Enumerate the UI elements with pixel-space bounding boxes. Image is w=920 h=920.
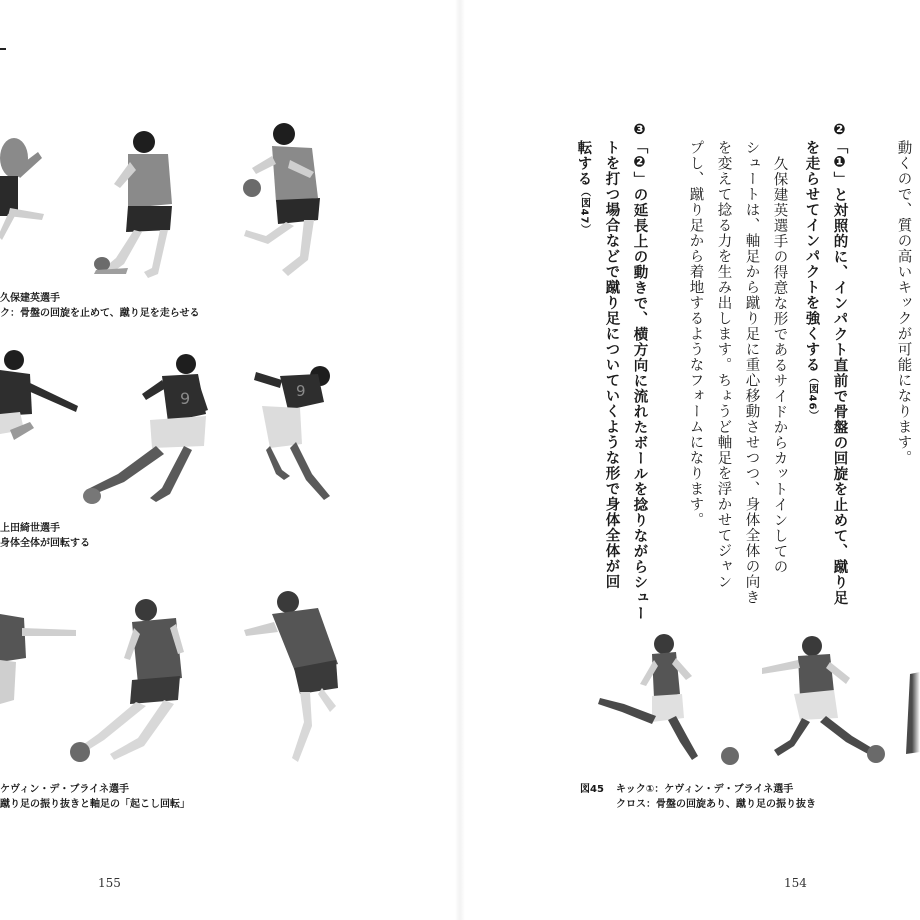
page-number-left: 155	[98, 876, 121, 890]
body-text-col-1: 動くので、質の高いキックが可能になります。	[895, 140, 912, 466]
point-2-heading-cont	[804, 140, 819, 421]
point-3-text-end: 転する	[575, 140, 592, 187]
figure-45-label: 図45	[580, 784, 604, 795]
figure-kubo-kick-illustration	[0, 118, 340, 288]
body-text-col-6: を変えて捻る力を生み出します。ちょうど軸足を浮かせてジャン	[715, 140, 732, 590]
point-2-text-cont: を走らせてインパクトを強くする	[803, 140, 820, 373]
figure-kubo-caption-line1: 久保建英選手	[0, 293, 60, 304]
page-number-right: 154	[784, 876, 807, 890]
figure-ueda-caption-line2: 身体全体が回転する	[0, 538, 90, 549]
figure-ueda-kick-illustration	[0, 350, 345, 510]
point-3-text-col-2: トを打つ場合などで蹴り足についていくような形で身体全体が回	[603, 140, 620, 590]
figure-ref-46: （図46）	[806, 372, 818, 422]
figure-debruyne-kick-illustration	[0, 588, 345, 773]
point-2-text: 「❶」と対照的に、インパクト直前で骨盤の回旋を止めて、蹴り足	[831, 139, 848, 606]
body-text-col-4: 久保建英選手の得意な形であるサイドからカットインしての	[771, 156, 788, 575]
figure-ueda-caption-line1: 上田綺世選手	[0, 523, 60, 534]
figure-ref-47: （図47）	[578, 186, 590, 236]
book-gutter	[455, 0, 465, 920]
figure-kubo-caption-line2: ク：骨盤の回旋を止めて、蹴り足を走らせる	[0, 308, 200, 319]
point-3-heading	[632, 122, 647, 621]
point-3-text: 「❷」の延長上の動きで、横方向に流れたボールを捻りながらシュー	[631, 139, 648, 621]
right-page	[460, 0, 920, 920]
figure-debruyne-caption-line2: 蹴り足の振り抜きと軸足の「起こし回転」	[0, 799, 190, 810]
svg-text:9: 9	[180, 389, 191, 408]
page-cut-edge	[912, 0, 920, 920]
point-2-heading	[832, 122, 847, 606]
body-text-col-5: シュートは、軸足から蹴り足に重心移動させつつ、身体全体の向き	[743, 140, 760, 605]
figure-45-kick-illustration	[580, 628, 920, 768]
point-2-number: ❷	[831, 122, 848, 139]
body-text-col-7: プし、蹴り足から着地するようなフォームになります。	[687, 140, 704, 528]
point-3-text-col-3	[576, 140, 591, 235]
point-3-number: ❸	[631, 122, 648, 139]
figure-debruyne-caption-line1: ケヴィン・デ・ブライネ選手	[0, 784, 129, 795]
svg-text:9: 9	[296, 382, 306, 400]
figure-45-caption-line2: クロス：骨盤の回旋あり、蹴り足の振り抜き	[616, 799, 816, 810]
figure-45-caption-line1: キック①：ケヴィン・デ・ブライネ選手	[616, 784, 794, 795]
crop-mark-left	[0, 48, 6, 50]
